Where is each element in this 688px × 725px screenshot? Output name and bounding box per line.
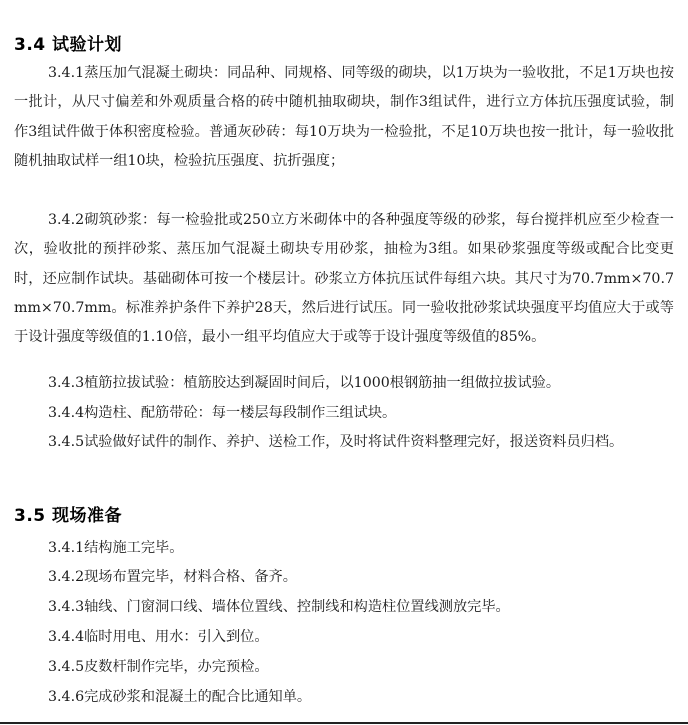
paragraph-block-testing: 3.4.1蒸压加气混凝土砌块：同品种、同规格、同等级的砌块，以1万块为一验收批，不足1万块也按一批计，从尺寸偏差和外观质量合格的砖中随机抽取砌块，制作3组试件，进行立方体抗压强度试验，制作3组试件做于体积密度检验。普通灰砂砖：每10万块为一检验批，不足10万块也按一批计，每一验收批随机抽取试样一组10块，检验抗压强度、抗折强度； bbox=[14, 65, 674, 169]
paragraph-rebar-pullout: 3.4.3植筋拉拔试验：植筋胶达到凝固时间后，以1000根钢筋抽一组做拉拔试验。 bbox=[48, 375, 561, 391]
list-item: 3.4.3轴线、门窗洞口线、墙体位置线、控制线和构造柱位置线测放完毕。 bbox=[48, 599, 510, 615]
list-item: 3.4.1结构施工完毕。 bbox=[48, 540, 184, 556]
list-item: 3.4.4临时用电、用水：引入到位。 bbox=[48, 629, 269, 645]
list-item: 3.4.6完成砂浆和混凝土的配合比通知单。 bbox=[48, 689, 312, 705]
list-item: 3.4.2现场布置完毕，材料合格、备齐。 bbox=[48, 569, 297, 585]
paragraph-masonry-mortar: 3.4.2砌筑砂浆：每一检验批或250立方米砌体中的各种强度等级的砂浆，每台搅拌机应至少检查一次，验收批的预拌砂浆、蒸压加气混凝土砌块专用砂浆，抽检为3组。如果砂浆强度等级或配合比变更时，还应制作试块。基础砌体可按一个楼层计。砂浆立方体抗压试件每组六块。其尺寸为70.7mm×70.7mm×70.7mm。标准养护条件下养护28天，然后进行试压。同一验收批砂浆试块强度平均值应大于或等于设计强度等级值的1.10倍，最小一组平均值应大于或等于设计强度等级值的85%。 bbox=[14, 212, 674, 346]
section-heading-site-preparation: 3.5 现场准备 bbox=[14, 506, 123, 526]
paragraph-specimen-handling: 3.4.5试验做好试件的制作、养护、送检工作，及时将试件资料整理完好，报送资料员归档。 bbox=[48, 434, 624, 450]
list-item: 3.4.5皮数杆制作完毕，办完预检。 bbox=[48, 659, 269, 675]
paragraph-constructional-column: 3.4.4构造柱、配筋带砼：每一楼层每段制作三组试块。 bbox=[48, 405, 397, 421]
section-heading-test-plan: 3.4 试验计划 bbox=[14, 35, 123, 55]
bottom-divider bbox=[0, 722, 688, 724]
